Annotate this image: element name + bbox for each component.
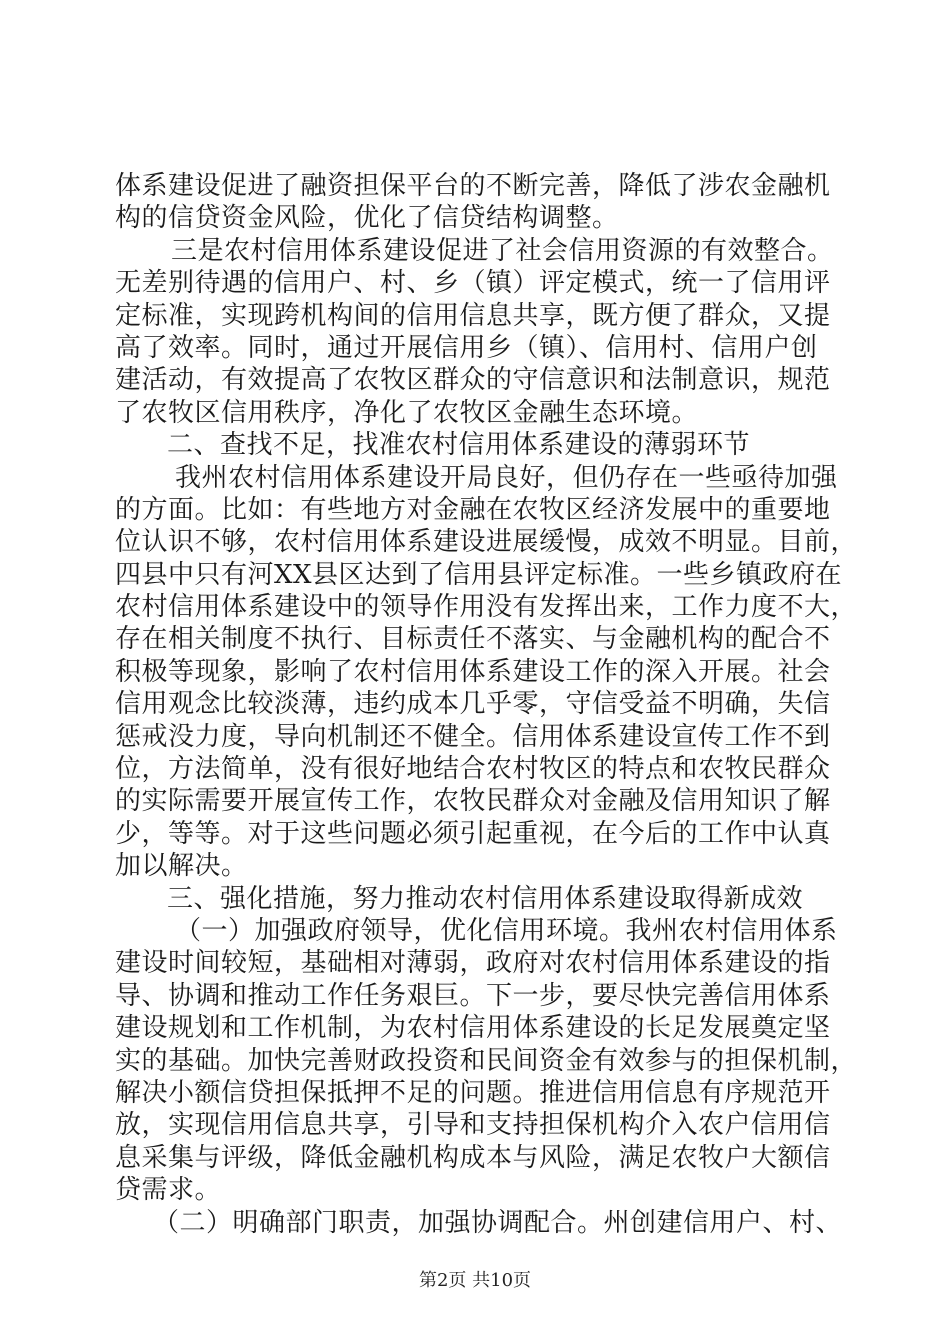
paragraph-start-line: 三是农村信用体系建设促进了社会信用资源的有效整合。 — [171, 235, 834, 266]
text-line: 少，等等。对于这些问题必须引起重视，在今后的工作中认真 — [115, 818, 831, 849]
text-line: 定标准，实现跨机构间的信用信息共享，既方便了群众，又提 — [115, 300, 831, 331]
text-line: 存在相关制度不执行、目标责任不落实、与金融机构的配合不 — [115, 624, 831, 655]
text-line: 了农牧区信用秩序，净化了农牧区金融生态环境。 — [115, 397, 699, 428]
text-line: 息采集与评级，降低金融机构成本与风险，满足农牧户大额信 — [115, 1142, 831, 1173]
text-line: 实的基础。加快完善财政投资和民间资金有效参与的担保机制， — [115, 1045, 858, 1076]
text-line: 的方面。比如：有些地方对金融在农牧区经济发展中的重要地 — [115, 494, 831, 525]
text-line: 农村信用体系建设中的领导作用没有发挥出来，工作力度不大， — [115, 592, 858, 623]
page-footer — [0, 1270, 950, 1292]
text-line: 建设时间较短，基础相对薄弱，政府对农村信用体系建设的指 — [115, 948, 831, 979]
text-line: 建设规划和工作机制，为农村信用体系建设的长足发展奠定坚 — [115, 1013, 831, 1044]
text-line: 的实际需要开展宣传工作，农牧民群众对金融及信用知识了解 — [115, 786, 831, 817]
text-line: 高了效率。同时，通过开展信用乡（镇）、信用村、信用户创 — [115, 332, 818, 363]
text-line: 构的信贷资金风险，优化了信贷结构调整。 — [115, 203, 619, 234]
text-line: 贷需求。 — [115, 1175, 222, 1206]
text-line: 加以解决。 — [115, 851, 248, 882]
text-line: 惩戒没力度，导向机制还不健全。信用体系建设宣传工作不到 — [115, 721, 831, 752]
text-line: 位，方法简单，没有很好地结合农村牧区的特点和农牧民群众 — [115, 754, 831, 785]
text-line: 体系建设促进了融资担保平台的不断完善，降低了涉农金融机 — [115, 171, 831, 201]
paragraph-start-line: 我州农村信用体系建设开局良好，但仍存在一些亟待加强 — [175, 462, 838, 493]
page-number-label: 第2页 共10页 — [418, 1270, 532, 1291]
text-line: 建活动，有效提高了农牧区群众的守信意识和法制意识，规范 — [115, 365, 831, 396]
text-line: 位认识不够，农村信用体系建设进展缓慢，成效不明显。目前， — [115, 527, 858, 558]
text-line: 无差别待遇的信用户、村、乡（镇）评定模式，统一了信用评 — [115, 268, 831, 299]
text-line: 信用观念比较淡薄，违约成本几乎零，守信受益不明确，失信 — [115, 689, 831, 720]
text-line: 解决小额信贷担保抵押不足的问题。推进信用信息有序规范开 — [115, 1077, 831, 1108]
document-body — [115, 170, 858, 1239]
section-heading: 二、查找不足，找准农村信用体系建设的薄弱环节 — [167, 430, 751, 461]
text-line: 积极等现象，影响了农村信用体系建设工作的深入开展。社会 — [115, 656, 831, 687]
section-heading: 三、强化措施，努力推动农村信用体系建设取得新成效 — [167, 883, 804, 914]
text-line: 导、协调和推动工作任务艰巨。下一步，要尽快完善信用体系 — [115, 980, 831, 1011]
text-line: 四县中只有河XX县区达到了信用县评定标准。一些乡镇政府在 — [115, 559, 843, 590]
paragraph-start-line: （二）明确部门职责，加强协调配合。州创建信用户、村、 — [153, 1207, 843, 1238]
text-line: 放，实现信用信息共享，引导和支持担保机构介入农户信用信 — [115, 1110, 831, 1141]
paragraph-start-line: （一）加强政府领导，优化信用环境。我州农村信用体系 — [175, 915, 838, 946]
